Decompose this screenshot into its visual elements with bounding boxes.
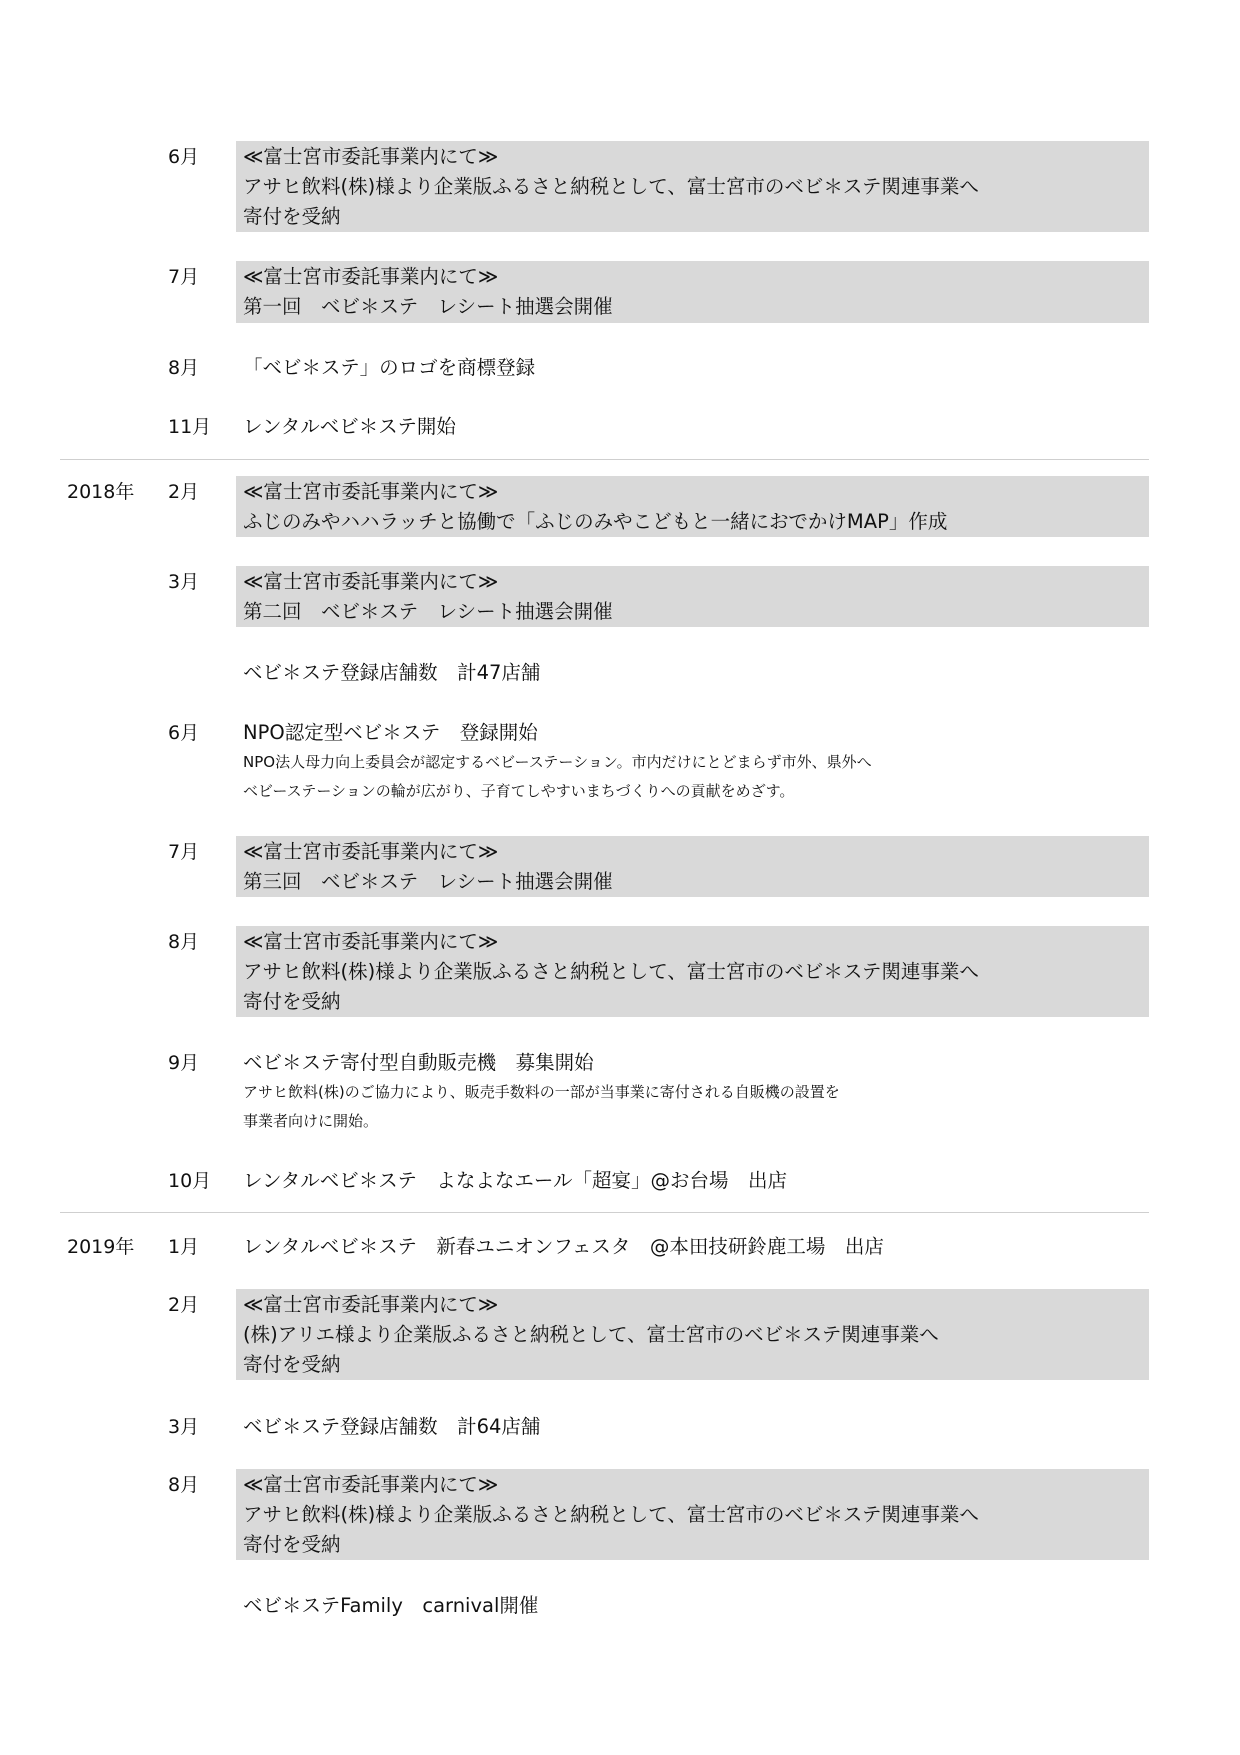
entry-line: (株)アリエ様より企業版ふるさと納税として、富士宮市のベビ＊ステ関連事業へ [243,1323,939,1346]
entry-line: 寄付を受納 [243,1533,341,1556]
month-label: 8月 [168,1474,200,1496]
entry-line: ベビ＊ステ寄付型自動販売機 募集開始 [243,1051,594,1074]
entry-line: ふじのみやハハラッチと協働で「ふじのみやこどもと一緒におでかけMAP」作成 [243,510,948,533]
month-label: 8月 [168,931,200,953]
entry-line: 第二回 ベビ＊ステ レシート抽選会開催 [243,600,613,623]
entry-line: 第一回 ベビ＊ステ レシート抽選会開催 [243,295,613,318]
entry-line: ベビ＊ステ登録店舗数 計47店舗 [243,661,541,684]
entry-line: 「ベビ＊ステ」のロゴを商標登録 [243,356,536,379]
month-label: 3月 [168,571,200,593]
month-label: 9月 [168,1052,200,1074]
month-label: 11月 [168,416,212,438]
entry-line: レンタルベビ＊ステ 新春ユニオンフェスタ @本田技研鈴鹿工場 出店 [243,1235,884,1258]
entry-line: ≪富士宮市委託事業内にて≫ [243,145,499,168]
entry-line: ≪富士宮市委託事業内にて≫ [243,1473,499,1496]
entry-line: ≪富士宮市委託事業内にて≫ [243,265,499,288]
entry-line: ≪富士宮市委託事業内にて≫ [243,480,499,503]
entry-note: NPO法人母力向上委員会が認定するベビーステーション。市内だけにとどまらず市外、県外へ [243,753,872,771]
entry-note: ベビーステーションの輪が広がり、子育てしやすいまちづくりへの貢献をめざす。 [243,782,795,800]
entry-line: NPO認定型ベビ＊ステ 登録開始 [243,721,538,744]
entry-line: ベビ＊ステ登録店舗数 計64店舗 [243,1415,541,1438]
entry-line: 寄付を受納 [243,205,341,228]
entry-line: アサヒ飲料(株)様より企業版ふるさと納税として、富士宮市のベビ＊ステ関連事業へ [243,960,979,983]
month-label: 6月 [168,722,200,744]
year-label: 2018年 [67,481,135,503]
entry-line: ≪富士宮市委託事業内にて≫ [243,570,499,593]
month-label: 2月 [168,1294,200,1316]
month-label: 8月 [168,357,200,379]
entry-line: 第三回 ベビ＊ステ レシート抽選会開催 [243,870,613,893]
entry-line: ≪富士宮市委託事業内にて≫ [243,1293,499,1316]
entry-note: アサヒ飲料(株)のご協力により、販売手数料の一部が当事業に寄付される自販機の設置を [243,1083,840,1101]
entry-line: アサヒ飲料(株)様より企業版ふるさと納税として、富士宮市のベビ＊ステ関連事業へ [243,175,979,198]
entry-line: ≪富士宮市委託事業内にて≫ [243,930,499,953]
year-label: 2019年 [67,1236,135,1258]
entry-line: ≪富士宮市委託事業内にて≫ [243,840,499,863]
month-label: 3月 [168,1416,200,1438]
entry-line: 寄付を受納 [243,990,341,1013]
entry-line: レンタルベビ＊ステ開始 [243,415,456,438]
month-label: 2月 [168,481,200,503]
month-label: 10月 [168,1170,212,1192]
entry-line: レンタルベビ＊ステ よなよなエール「超宴」@お台場 出店 [243,1169,787,1192]
entry-line: 寄付を受納 [243,1353,341,1376]
entry-note: 事業者向けに開始。 [243,1112,379,1130]
month-label: 1月 [168,1236,200,1258]
year-divider [60,459,1149,460]
month-label: 7月 [168,841,200,863]
entry-line: アサヒ飲料(株)様より企業版ふるさと納税として、富士宮市のベビ＊ステ関連事業へ [243,1503,979,1526]
month-label: 6月 [168,146,200,168]
entry-line: ベビ＊ステFamily carnival開催 [243,1594,539,1617]
month-label: 7月 [168,266,200,288]
year-divider [60,1212,1149,1213]
